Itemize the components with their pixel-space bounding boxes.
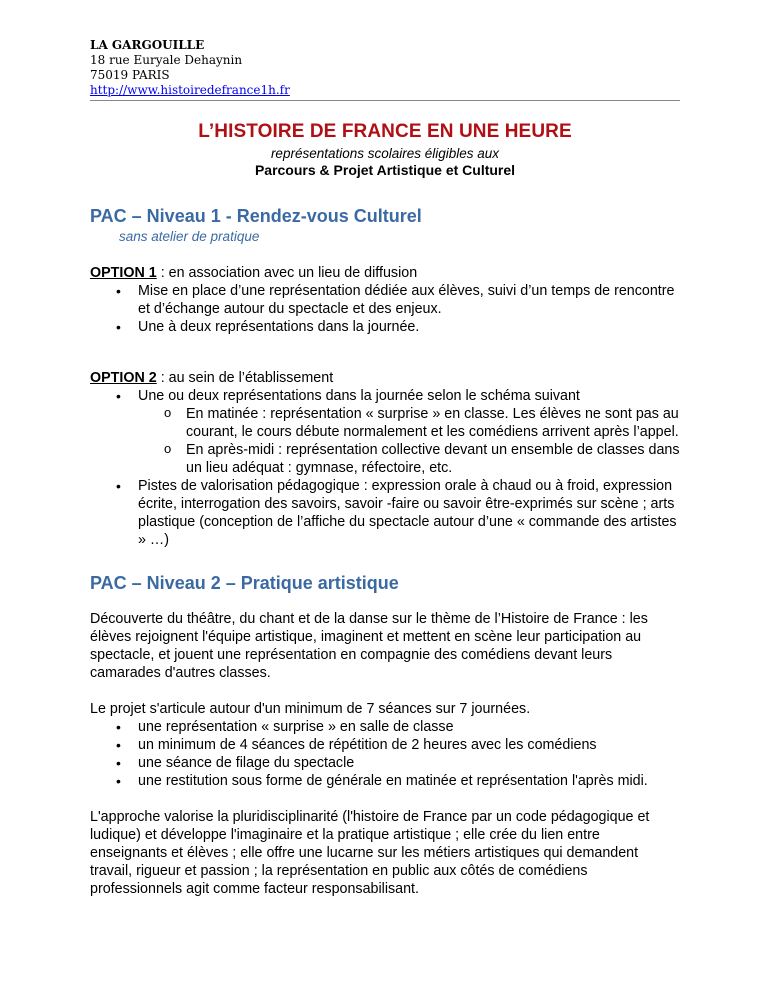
- option1-line: [90, 264, 680, 282]
- level1-note: sans atelier de pratique: [119, 229, 260, 244]
- level2-heading: PAC – Niveau 2 – Pratique artistique: [90, 573, 399, 593]
- option1-label: OPTION 1: [90, 265, 157, 281]
- sub-list-item: o En après-midi : représentation collective devant un ensemble de classes dans un lieu adéquat : gymnase, réfectoire, etc.: [138, 441, 680, 477]
- list-item: • Une à deux représentations dans la journée.: [90, 318, 680, 336]
- letterhead: [90, 38, 680, 98]
- option2-line: [90, 369, 680, 387]
- header-divider: [90, 100, 680, 101]
- address-line-2: 75019 PARIS: [90, 68, 170, 82]
- list-item: [90, 387, 680, 477]
- level2-project: Le projet s'articule autour d'un minimum de 7 séances sur 7 journées.: [90, 701, 531, 717]
- level2-intro: Découverte du théâtre, du chant et de la danse sur le thème de l’Histoire de France : les élèves rejoignent l'équipe artistique, imaginent et mettent en scène leur participation au spectacle, et jouent une représentation en compagnie des comédiens devant leurs camarades d'autres classes.: [90, 611, 648, 681]
- list-item: • une représentation « surprise » en salle de classe: [90, 718, 680, 736]
- option1-text: : en association avec un lieu de diffusion: [156, 265, 418, 281]
- level2-list: [90, 718, 680, 790]
- subtitle-italic: représentations scolaires éligibles aux: [270, 146, 500, 161]
- document-page: [90, 38, 680, 898]
- sub-list-item: o En matinée : représentation « surprise » en classe. Les élèves ne sont pas au courant, le cours débute normalement et les comédiens arrivent après l’appel.: [138, 405, 680, 441]
- level1-heading: PAC – Niveau 1 - Rendez-vous Culturel: [90, 206, 422, 226]
- option2-label: OPTION 2: [90, 370, 157, 386]
- option2-list: [90, 387, 680, 549]
- list-item: • une restitution sous forme de générale en matinée et représentation l'après midi.: [90, 772, 680, 790]
- list-item: • Pistes de valorisation pédagogique : expression orale à chaud ou à froid, expression écrite, interrogation des savoirs, savoir -faire ou savoir être-exprimés sur scène ; arts plastique (conception de l’affiche du spectacle autour d’une « commande des artistes » …): [90, 477, 680, 549]
- org-name: LA GARGOUILLE: [90, 38, 205, 52]
- page-title: L’HISTOIRE DE FRANCE EN UNE HEURE: [198, 121, 572, 142]
- option2-bullet1: Une ou deux représentations dans la journée selon le schéma suivant: [138, 388, 580, 404]
- subtitle-bold: Parcours & Projet Artistique et Culturel: [254, 162, 516, 178]
- level2-closing: L'approche valorise la pluridisciplinarité (l'histoire de France par un code pédagogique et ludique) et développe l'imaginaire et la pratique artistique ; elle crée du lien entre enseignants et élèves ; elle offre une lucarne sur les métiers artistiques qui demandent travail, rigueur et passion ; la représentation en public aux côtés de comédiens professionnels agit comme facteur responsabilisant.: [90, 809, 650, 897]
- option2-sublist: [138, 405, 680, 477]
- option2-text: : au sein de l’établissement: [156, 370, 334, 386]
- website-link[interactable]: http://www.histoiredefrance1h.fr: [90, 83, 290, 97]
- list-item: • une séance de filage du spectacle: [90, 754, 680, 772]
- address-line-1: 18 rue Euryale Dehaynin: [90, 53, 243, 67]
- list-item: • un minimum de 4 séances de répétition de 2 heures avec les comédiens: [90, 736, 680, 754]
- option1-list: [90, 282, 680, 336]
- list-item: • Mise en place d’une représentation dédiée aux élèves, suivi d’un temps de rencontre et d’échange autour du spectacle et des enjeux.: [90, 282, 680, 318]
